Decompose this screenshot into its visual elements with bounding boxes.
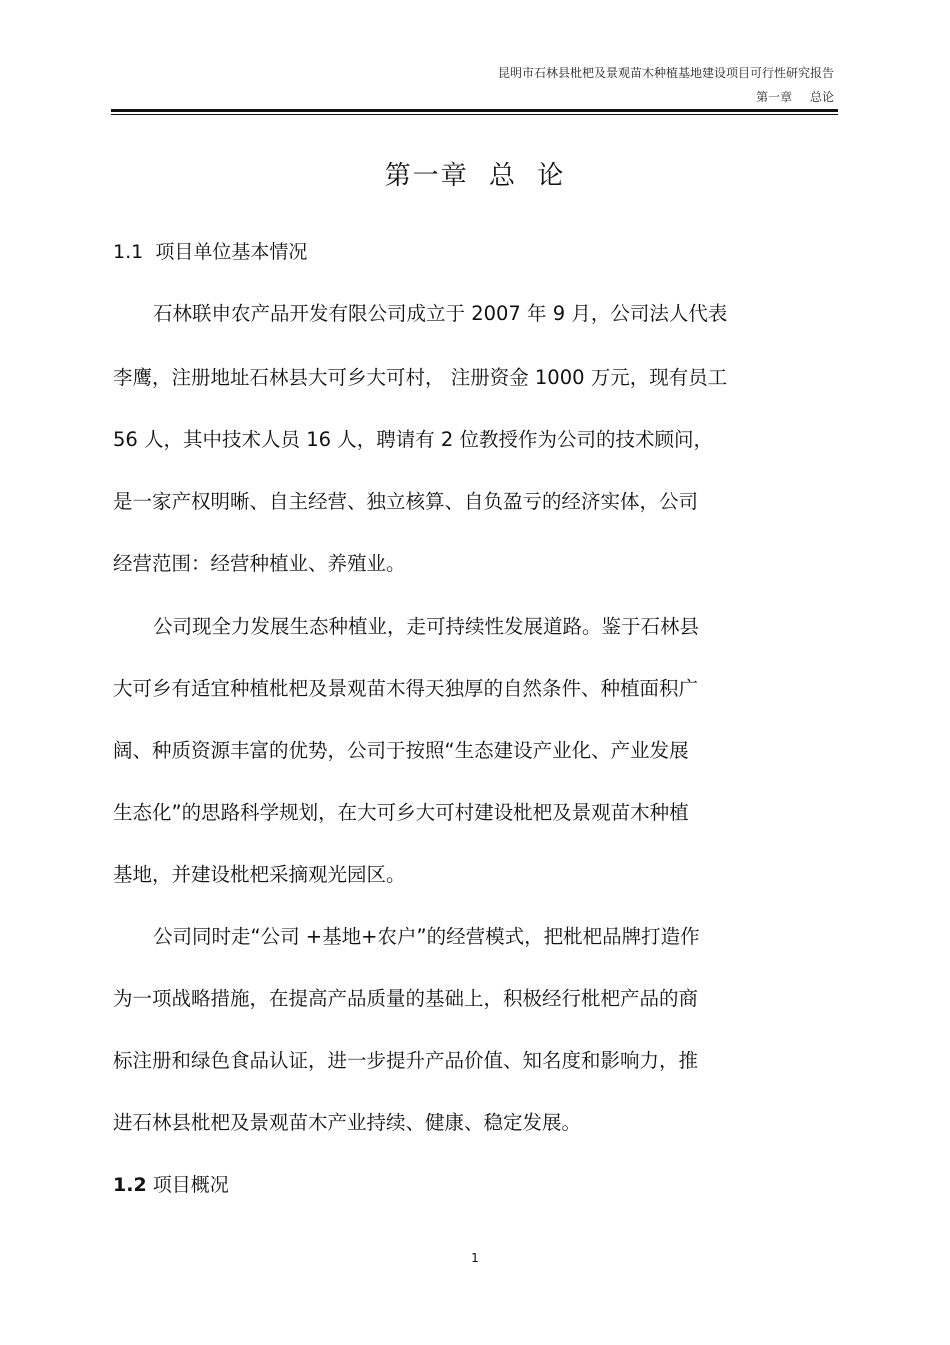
paragraph-3-line-4: 进石林县枇杷及景观苗木产业持续、健康、稳定发展。: [113, 1111, 582, 1134]
paragraph-1-line-5: 经营范围：经营种植业、养殖业。: [113, 552, 406, 575]
paragraph-3-line-3: 标注册和绿色食品认证，进一步提升产品价值、知名度和影响力，推: [113, 1049, 699, 1072]
paragraph-3-line-2: 为一项战略措施，在提高产品质量的基础上，积极经行枇杷产品的商: [113, 987, 699, 1010]
running-header-chapter: 第一章 总论: [756, 90, 834, 104]
paragraph-2-line-3: 阔、种质资源丰富的优势，公司于按照“生态建设产业化、产业发展: [113, 739, 689, 762]
page-number: 1: [471, 1251, 479, 1265]
section-title: 项目单位基本情况: [155, 241, 308, 263]
paragraph-1-line-4: 是一家产权明晰、自主经营、独立核算、自负盈亏的经济实体，公司: [113, 490, 699, 513]
section-number: 1.2: [113, 1174, 147, 1196]
header-rule-thick: [111, 109, 838, 112]
paragraph-2-line-2: 大可乡有适宜种植枇杷及景观苗木得天独厚的自然条件、种植面积广: [113, 677, 699, 700]
header-rule-thin: [111, 114, 838, 115]
running-header-title: 昆明市石林县枇杷及景观苗木种植基地建设项目可行性研究报告: [497, 66, 834, 80]
section-title: 项目概况: [152, 1174, 229, 1196]
paragraph-3-line-1: 公司同时走“公司 +基地+农户”的经营模式，把枇杷品牌打造作: [153, 925, 700, 948]
section-heading-1-2: [113, 1170, 229, 1197]
chapter-title: 第一章 总 论: [384, 161, 566, 191]
paragraph-1-line-1: 石林联申农产品开发有限公司成立于 2007 年 9 月，公司法人代表: [153, 302, 728, 325]
paragraph-1-line-3: 56 人，其中技术人员 16 人，聘请有 2 位教授作为公司的技术顾问，: [113, 428, 714, 451]
paragraph-1-line-2: 李鹰，注册地址石林县大可乡大可村， 注册资金 1000 万元，现有员工: [113, 366, 728, 389]
paragraph-2-line-1: 公司现全力发展生态种植业，走可持续性发展道路。鉴于石林县: [153, 615, 700, 638]
paragraph-2-line-4: 生态化”的思路科学规划，在大可乡大可村建设枇杷及景观苗木种植: [113, 801, 689, 824]
section-heading-1-1: [113, 237, 307, 264]
paragraph-2-line-5: 基地，并建设枇杷采摘观光园区。: [113, 863, 406, 886]
section-number: 1.1: [113, 241, 144, 263]
